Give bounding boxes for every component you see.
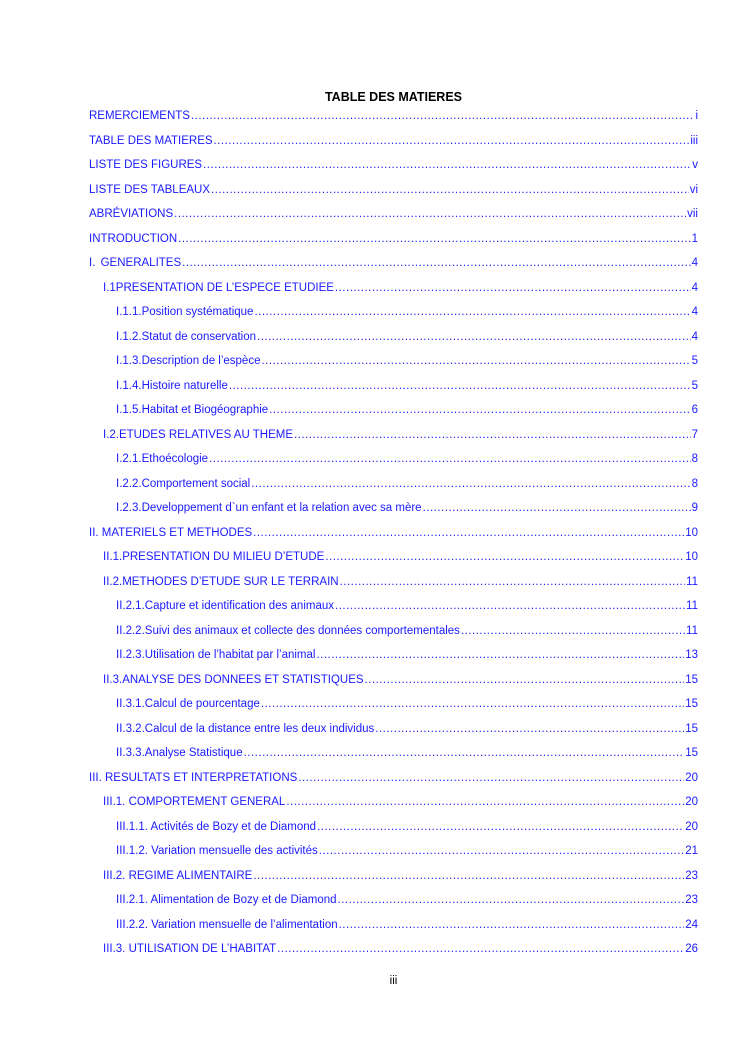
toc-entry[interactable]	[116, 649, 698, 665]
toc-entry[interactable]	[103, 796, 698, 812]
toc-entry-number: II.2.	[103, 575, 123, 588]
toc-entry[interactable]	[89, 135, 698, 151]
toc-entry-page: vi	[689, 183, 698, 196]
toc-entry-text: Description de l’espèce	[141, 355, 261, 367]
toc-entry-text: METHODES D’ETUDE SUR LE TERRAIN	[122, 575, 339, 588]
toc-entry[interactable]	[116, 919, 698, 935]
toc-entry-page: 20	[685, 771, 698, 784]
toc-entry-text: III.1.2. Variation mensuelle des activités	[116, 845, 318, 857]
toc-entry[interactable]	[103, 943, 698, 959]
toc-entry[interactable]	[116, 453, 698, 469]
toc-entry-text: Ethoécologie	[141, 453, 209, 465]
toc-entry-number: II.2.3.	[116, 649, 145, 661]
toc-entry[interactable]	[89, 110, 698, 126]
toc-entry-text: TABLE DES MATIERES	[89, 134, 213, 147]
toc-entry-text: III.3. UTILISATION DE L’HABITAT	[103, 943, 277, 955]
toc-entry-text: III.2.2. Variation mensuelle de l’alimentation	[116, 918, 338, 931]
toc-entry[interactable]	[89, 159, 698, 175]
toc-entry-page: 13	[685, 649, 698, 661]
toc-entry-page: 4	[691, 257, 698, 269]
toc-entry-number: I.1.4.	[116, 379, 142, 392]
page-number: iii	[389, 975, 398, 987]
toc-entry-number: I.2.1.	[116, 453, 142, 465]
toc-entry[interactable]	[103, 282, 698, 298]
toc-entry-text: Comportement social	[141, 477, 251, 490]
page-title: TABLE DES MATIERES	[324, 90, 463, 104]
toc-entry-page: 11	[686, 600, 698, 612]
toc-entry-page: 15	[685, 698, 698, 710]
toc-entry-text: Capture et identification des animaux	[144, 600, 335, 612]
toc-entry-text: INTRODUCTION	[89, 232, 178, 245]
toc-entry[interactable]	[89, 208, 698, 224]
toc-entry[interactable]	[116, 478, 698, 494]
toc-entry-text: III.1.1. Activités de Bozy et de Diamond	[116, 820, 317, 833]
toc-entry-number: II.3.3.	[116, 747, 145, 759]
toc-entry[interactable]	[116, 355, 698, 371]
toc-entry-number: II.3.2.	[116, 722, 145, 735]
toc-entry-text: Position systématique	[141, 306, 254, 318]
toc-entry-text: Histoire naturelle	[141, 379, 228, 392]
toc-entry-text: Habitat et Biogéographie	[141, 404, 269, 416]
toc-entry-number: II.3.	[103, 673, 123, 686]
toc-entry-page: iii	[690, 134, 698, 147]
toc-entry[interactable]	[116, 845, 698, 861]
toc-entry[interactable]	[103, 576, 698, 592]
toc-entry[interactable]	[116, 821, 698, 837]
toc-entry-text: LISTE DES TABLEAUX	[89, 183, 211, 196]
toc-entry[interactable]	[116, 331, 698, 347]
toc-entry-number: I.1.1.	[116, 306, 142, 318]
toc-entry-page: 11	[686, 624, 698, 637]
toc-entry-page: 4	[691, 330, 698, 343]
toc-entry[interactable]	[116, 894, 698, 910]
toc-entry-page: 1	[691, 232, 698, 245]
toc-entry-number: I.1.3.	[116, 355, 142, 367]
toc-entry-page: 15	[685, 673, 698, 686]
toc-entry[interactable]	[116, 747, 698, 763]
toc-entry-text: III.1. COMPORTEMENT GENERAL	[103, 796, 286, 808]
toc-entry-page: 24	[685, 918, 698, 931]
toc-entry[interactable]	[103, 551, 698, 567]
toc-entry[interactable]	[103, 870, 698, 886]
toc-entry-text: Suivi des animaux et collecte des données comportementales	[144, 624, 460, 637]
toc-entry-text: III.2.1. Alimentation de Bozy et de Diamond	[116, 894, 337, 906]
toc-entry-text: ETUDES RELATIVES AU THEME	[118, 428, 294, 441]
toc-entry-number: II.2.1.	[116, 600, 145, 612]
toc-entry-page: v	[692, 159, 698, 171]
toc-entry-page: 15	[685, 747, 698, 759]
toc-entry-text: Statut de conservation	[141, 330, 257, 343]
toc-entry-page: 10	[685, 551, 698, 563]
toc-entry-text: REMERCIEMENTS	[89, 110, 190, 122]
toc-entry-page: 10	[685, 526, 698, 539]
toc-entry-text: Calcul de pourcentage	[144, 698, 260, 710]
toc-entry-page: vii	[687, 208, 698, 220]
toc-entry-text: Analyse Statistique	[144, 747, 243, 759]
toc-entry-page: 11	[686, 575, 698, 588]
toc-entry-number: I.2.2.	[116, 477, 142, 490]
toc-entry[interactable]	[89, 233, 698, 249]
toc-entry-page: 23	[685, 869, 698, 882]
toc-entry-number: I.2.3.	[116, 502, 142, 514]
toc-entry-number: II.3.1.	[116, 698, 145, 710]
toc-entry-text: PRESENTATION DE L’ESPECE ETUDIEE	[115, 281, 334, 294]
toc-entry-number: I.2.	[103, 428, 119, 441]
toc-entry-text: LISTE DES FIGURES	[89, 159, 203, 171]
toc-entry[interactable]	[103, 674, 698, 690]
toc-entry-page: 15	[685, 722, 698, 735]
toc-entry-page: 7	[691, 428, 698, 441]
toc-entry[interactable]	[89, 257, 698, 273]
toc-entry-page: 20	[685, 796, 698, 808]
toc-entry-text: II. MATERIELS ET METHODES	[89, 526, 253, 539]
toc-entry-number: II.2.2.	[116, 624, 145, 637]
toc-entry-text: III.2. REGIME ALIMENTAIRE	[103, 869, 253, 882]
toc-entry-text: Developpement d`un enfant et la relation avec sa mère	[141, 502, 422, 514]
toc-entry-text: Calcul de la distance entre les deux individus	[144, 722, 375, 735]
toc-entry[interactable]	[103, 429, 698, 445]
toc-entry-page: 4	[691, 306, 698, 318]
toc-entry[interactable]	[116, 502, 698, 518]
toc-entry[interactable]	[89, 772, 698, 788]
toc-entry-page: i	[695, 110, 698, 122]
toc-entry[interactable]	[116, 600, 698, 616]
toc-entry[interactable]	[89, 527, 698, 543]
toc-entry-page: 8	[691, 477, 698, 490]
toc-entry-number: I.1.5.	[116, 404, 142, 416]
toc-entry-page: 6	[691, 404, 698, 416]
toc-entry-number: I.1.2.	[116, 330, 142, 343]
toc-entry-text: PRESENTATION DU MILIEU D’ETUDE	[122, 551, 325, 563]
toc-entry-text: Utilisation de l’habitat par l’animal	[144, 649, 316, 661]
toc-entry-page: 8	[691, 453, 698, 465]
toc-entry[interactable]	[116, 625, 698, 641]
toc-entry-page: 9	[691, 502, 698, 514]
toc-entry-number: I.	[89, 257, 96, 269]
toc-entry-text: III. RESULTATS ET INTERPRETATIONS	[89, 771, 298, 784]
toc-entry-page: 21	[685, 845, 698, 857]
toc-entry-text: ANALYSE DES DONNEES ET STATISTIQUES	[122, 673, 364, 686]
toc-entry[interactable]	[116, 404, 698, 420]
toc-entry[interactable]	[116, 698, 698, 714]
toc-entry-number: II.1.	[103, 551, 123, 563]
toc-entry-page: 5	[691, 379, 698, 392]
toc-entry-text: GENERALITES	[100, 257, 182, 269]
toc-entry[interactable]	[116, 380, 698, 396]
toc-entry-number: I.1	[103, 281, 116, 294]
toc-entry[interactable]	[116, 306, 698, 322]
toc-entry-page: 26	[685, 943, 698, 955]
toc-entry-page: 20	[685, 820, 698, 833]
toc-entry-page: 5	[691, 355, 698, 367]
toc-entry-text: ABRÉVIATIONS	[89, 208, 174, 220]
toc-entry[interactable]	[116, 723, 698, 739]
toc-entry[interactable]	[89, 184, 698, 200]
toc-entry-page: 23	[685, 894, 698, 906]
toc-entry-page: 4	[691, 281, 698, 294]
